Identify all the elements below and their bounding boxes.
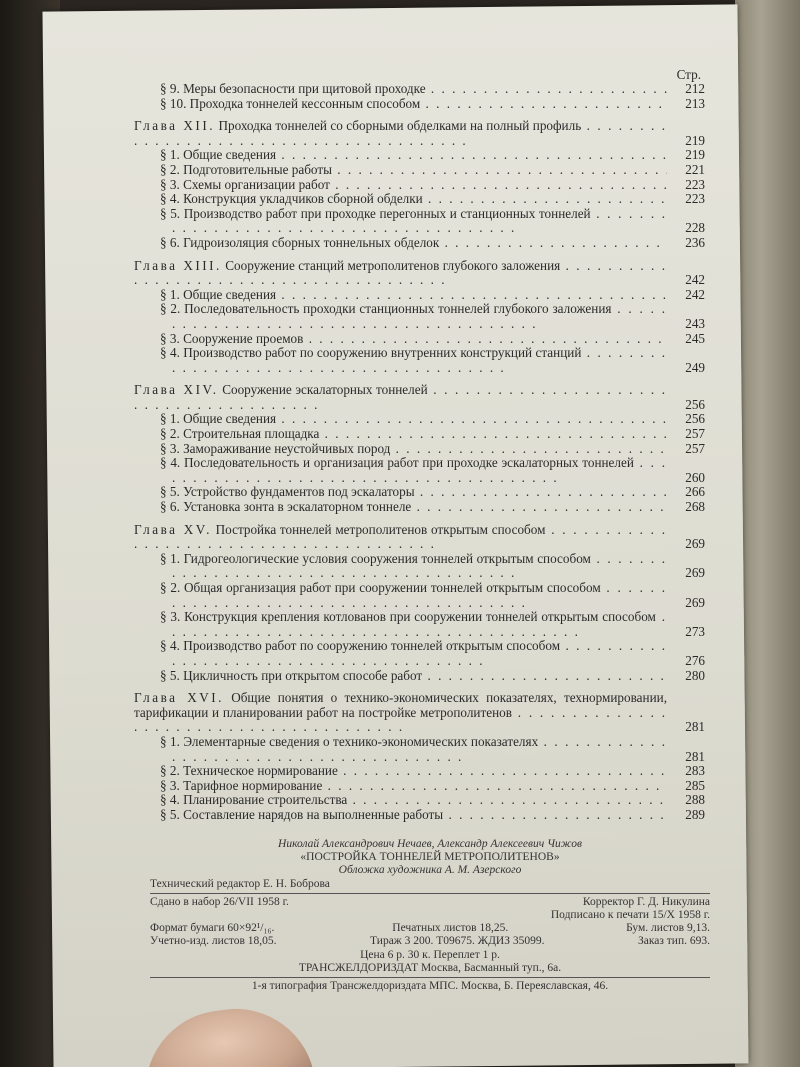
section-title: Установка зонта в эскалаторном тоннеле . . .	[183, 500, 667, 514]
toc-section-row	[100, 808, 705, 823]
chapter-label: Глава XV.	[134, 521, 212, 537]
section-number: § 2.	[160, 302, 181, 317]
section-number: § 5.	[160, 807, 180, 822]
section-title: Схемы организации работ . . .	[183, 178, 667, 192]
section-number: § 1.	[160, 734, 180, 749]
section-number: § 2.	[160, 581, 181, 595]
section-title: Производство работ по сооружению внутренних конструкций станций . . .	[172, 346, 667, 375]
toc-section-row	[100, 764, 705, 779]
section-title: Меры безопасности при щитовой проходке . . .	[183, 82, 667, 96]
toc-section-row	[100, 97, 705, 112]
toc-section-row	[100, 163, 705, 178]
section-title: Производство работ по сооружению тоннелей открытым способом . . .	[172, 639, 667, 668]
authors: Николай Александрович Нечаев, Александр Алексеевич Чижов	[278, 838, 582, 850]
table-of-contents	[100, 68, 705, 823]
toc-section-row	[100, 207, 705, 236]
section-title: Устройство фундаментов под эскалаторы . . .	[183, 485, 667, 499]
section-number: § 3.	[160, 441, 180, 456]
page-number: 242	[685, 272, 705, 288]
section-title: Строительная площадка . . .	[183, 427, 667, 441]
print-run: Тираж 3 200. Т09675. ЖДИЗ 35099.	[370, 935, 545, 948]
section-number: § 5.	[160, 206, 181, 221]
section-title: Гидрогеологические условия сооружения тоннелей открытым способом . . .	[172, 552, 667, 581]
toc-section-row	[100, 639, 705, 668]
toc-chapter-row	[100, 691, 705, 735]
page-number: 281	[685, 748, 705, 764]
toc-section-row	[100, 236, 705, 251]
section-title: Цикличность при открытом способе работ . . .	[183, 669, 667, 683]
section-title: Последовательность и организация работ при проходке эскалаторных тоннелей . . .	[172, 456, 667, 485]
proofreader: Корректор Г. Д. Никулина	[582, 895, 710, 908]
chapter-label: Глава XIV.	[134, 382, 219, 398]
section-title: Общие сведения . . .	[183, 412, 667, 426]
chapter-label: Глава XVI.	[134, 690, 224, 706]
section-title: Подготовительные работы . . .	[183, 163, 667, 177]
page-number: 257	[685, 440, 705, 456]
toc-section-row	[100, 346, 705, 375]
section-title: Конструкция укладчиков сборной обделки . . .	[183, 192, 667, 206]
section-title: Конструкция крепления котлованов при сооружении тоннелей открытым способом . . .	[172, 610, 667, 639]
toc-section-row	[100, 148, 705, 163]
page-number: 281	[685, 719, 705, 735]
typeset-date: Сдано в набор 26/VII 1958 г.	[150, 895, 289, 908]
section-number: § 5.	[160, 485, 180, 500]
toc-section-row	[100, 610, 705, 639]
accounting-sheets: Учетно-изд. листов 18,05.	[150, 935, 277, 948]
chapter-title: Общие понятия о технико-экономических показателях, технормировании, тарификации и планировании работ на постройке метрополитенов . . .	[134, 690, 667, 734]
section-number: § 1.	[160, 148, 180, 163]
section-title: Проходка тоннелей кессонным способом . . .	[190, 97, 667, 111]
section-number: § 9.	[160, 82, 180, 96]
toc-section-row	[100, 332, 705, 347]
section-number: § 1.	[160, 551, 181, 566]
chapter-title: Сооружение станций метрополитенов глубокого заложения . . .	[134, 258, 667, 288]
page-number: 257	[685, 426, 705, 442]
section-number: § 3.	[160, 177, 180, 192]
page-number: 228	[685, 220, 705, 236]
chapter-label: Глава XII.	[134, 118, 216, 134]
toc-section-row	[100, 82, 705, 97]
page-number: 283	[685, 763, 705, 779]
page-number: 289	[685, 806, 705, 822]
toc-section-row	[100, 412, 705, 427]
toc-section-row	[100, 302, 705, 331]
page-number: 223	[685, 176, 705, 192]
toc-section-row	[100, 735, 705, 764]
section-number: § 4.	[160, 456, 181, 471]
price: Цена 6 р. 30 к. Переплет 1 р.	[360, 948, 500, 961]
section-title: Тарифное нормирование . . .	[183, 779, 667, 793]
chapter-title: Проходка тоннелей со сборными обделками на полный профиль . . .	[134, 118, 667, 148]
paper-sheets: Бум. листов 9,13.	[626, 922, 710, 935]
divider	[150, 893, 710, 894]
toc-section-row	[100, 669, 705, 684]
toc-section-row	[100, 456, 705, 485]
cover-artist: Обложка художника А. М. Азерского	[338, 864, 522, 877]
publisher: ТРАНСЖЕЛДОРИЗДАТ Москва, Басманный туп., 6а.	[298, 961, 562, 974]
toc-section-row	[100, 793, 705, 808]
section-number: § 3.	[160, 610, 181, 625]
colophon	[150, 838, 710, 993]
toc-section-row	[100, 192, 705, 207]
toc-chapter-row	[100, 119, 705, 148]
page-number: 273	[685, 623, 705, 639]
section-title: Элементарные сведения о технико-экономических показателях . . .	[172, 735, 667, 764]
toc-section-row	[100, 427, 705, 442]
section-title: Общие сведения . . .	[183, 148, 667, 162]
page-number: 221	[685, 161, 705, 177]
page-number: 260	[685, 469, 705, 485]
section-number: § 3.	[160, 331, 180, 346]
section-title: Планирование строительства . . .	[183, 793, 667, 807]
section-number: § 6.	[160, 500, 180, 515]
toc-chapter-row	[100, 383, 705, 412]
section-title: Замораживание неустойчивых пород . . .	[183, 442, 667, 456]
chapter-label: Глава XIII.	[134, 257, 222, 273]
section-title: Производство работ при проходке перегонных и станционных тоннелей . . .	[172, 207, 667, 236]
section-number: § 5.	[160, 668, 180, 683]
page-number: 249	[685, 359, 705, 375]
toc-section-row	[100, 485, 705, 500]
page-number: 269	[685, 536, 705, 552]
section-title: Гидроизоляция сборных тоннельных обделок . . .	[183, 236, 667, 250]
page-number: 242	[685, 286, 705, 302]
section-number: § 6.	[160, 235, 180, 250]
tech-editor: Технический редактор Е. Н. Боброва	[150, 877, 330, 890]
page-number: 269	[685, 594, 705, 610]
section-number: § 4.	[160, 639, 180, 654]
page-number: 245	[685, 330, 705, 346]
toc-chapter-row	[100, 523, 705, 552]
section-number: § 4.	[160, 192, 180, 207]
section-number: § 2.	[160, 162, 180, 177]
section-number: § 1.	[160, 412, 180, 427]
section-number: § 2.	[160, 764, 180, 779]
toc-section-row	[100, 552, 705, 581]
page-number: 223	[685, 191, 705, 207]
section-title: Общие сведения . . .	[183, 288, 667, 302]
chapter-title: Сооружение эскалаторных тоннелей . . .	[134, 382, 667, 412]
page-number: 236	[685, 234, 705, 250]
toc-chapter-row	[100, 259, 705, 288]
page-number: 256	[685, 411, 705, 427]
section-number: § 2.	[160, 427, 180, 442]
page-number: 219	[685, 132, 705, 148]
page-number: 213	[685, 95, 705, 111]
toc-body	[100, 82, 705, 823]
page-number: 212	[685, 81, 705, 96]
section-number: § 3.	[160, 778, 180, 793]
printed-sheets: Печатных листов 18,25.	[392, 922, 509, 935]
page-number: 280	[685, 667, 705, 683]
page-number: 288	[685, 792, 705, 808]
section-title: Составление нарядов на выполненные работы . . .	[183, 808, 667, 822]
page-column-header: Стр.	[676, 67, 701, 82]
toc-section-row	[100, 581, 705, 610]
section-number: § 10.	[160, 96, 187, 111]
section-number: § 4.	[160, 346, 180, 361]
printer: 1-я типография Трансжелдориздата МПС. Москва, Б. Переяславская, 46.	[251, 980, 609, 993]
section-title: Сооружение проемов . . .	[183, 332, 667, 346]
toc-section-row	[100, 500, 705, 515]
section-title: Техническое нормирование . . .	[183, 764, 667, 778]
order-number: Заказ тип. 693.	[637, 935, 710, 948]
page-number: 243	[685, 315, 705, 331]
chapter-title: Постройка тоннелей метрополитенов открытым способом . . .	[134, 522, 667, 552]
page-number: 285	[685, 777, 705, 793]
toc-section-row	[100, 178, 705, 193]
paper-format: Формат бумаги 60×92¹/₁₆.	[150, 922, 275, 935]
toc-section-row	[100, 442, 705, 457]
book-title: «ПОСТРОЙКА ТОННЕЛЕЙ МЕТРОПОЛИТЕНОВ»	[300, 851, 560, 864]
section-number: § 1.	[160, 287, 180, 302]
section-title: Общая организация работ при сооружении тоннелей открытым способом . . .	[172, 581, 667, 610]
page-number: 256	[685, 396, 705, 412]
section-number: § 4.	[160, 793, 180, 808]
toc-section-row	[100, 779, 705, 794]
page-number: 266	[685, 484, 705, 500]
signed-date: Подписано к печати 15/X 1958 г.	[550, 909, 710, 922]
page-number: 268	[685, 499, 705, 515]
section-title: Последовательность проходки станционных тоннелей глубокого заложения . . .	[172, 302, 667, 331]
page-number: 269	[685, 565, 705, 581]
page-number: 276	[685, 652, 705, 668]
toc-section-row	[100, 288, 705, 303]
page-number: 219	[685, 147, 705, 163]
divider	[150, 977, 710, 978]
